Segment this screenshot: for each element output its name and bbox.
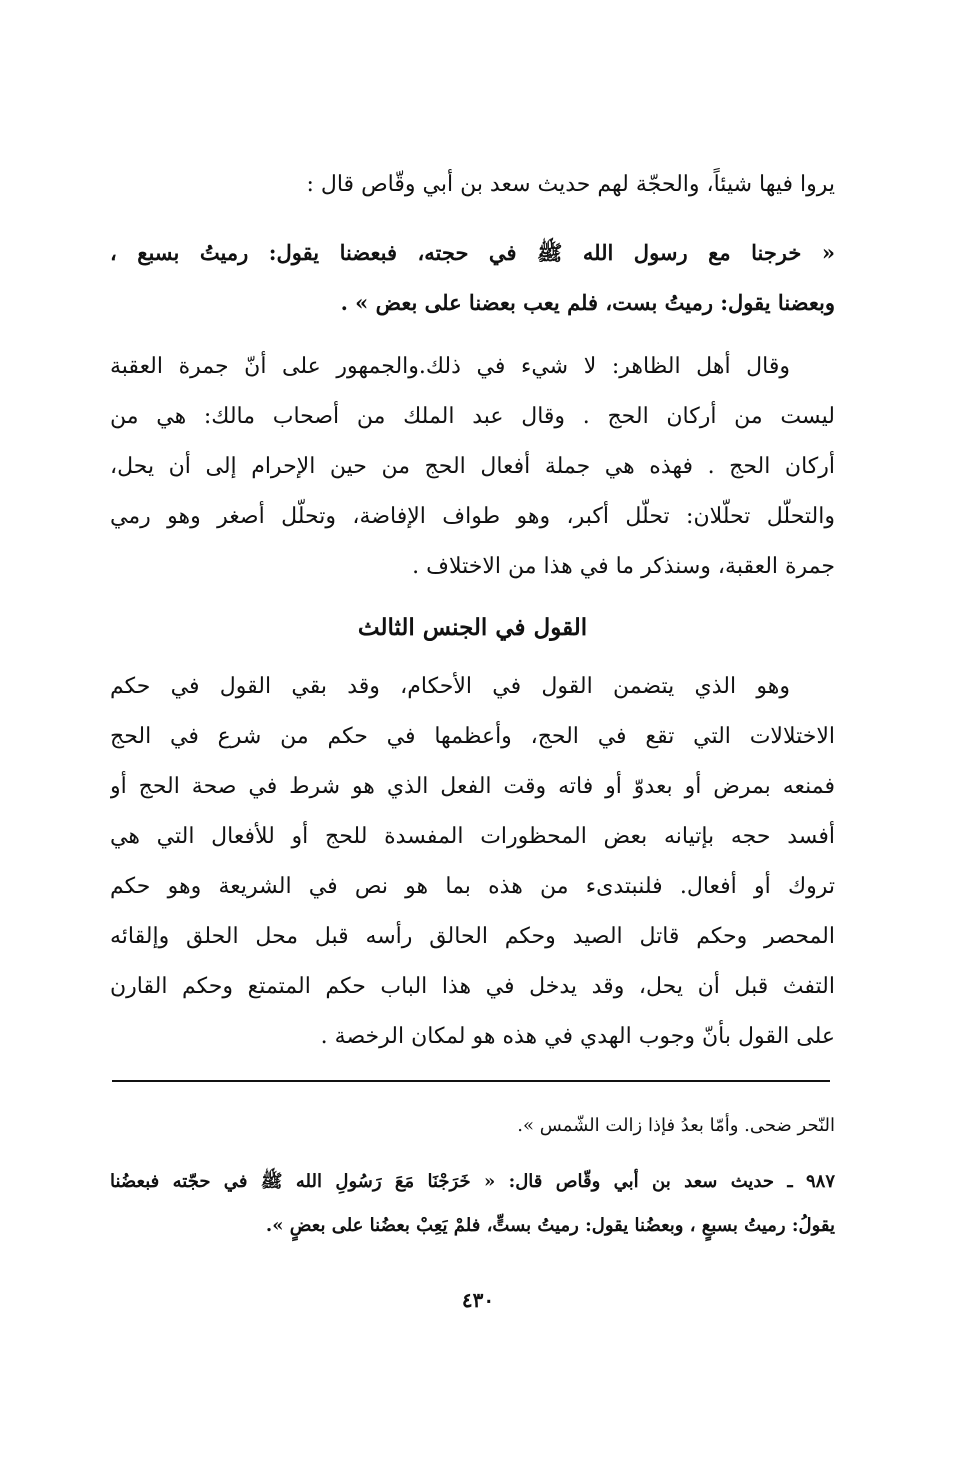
paragraph-line: وقال أهل الظاهر: لا شيء في ذلك.والجمهور على أنّ جمرة العقبة — [110, 354, 790, 379]
paragraph-line: أركان الحج . فهذه هي جملة أفعال الحج من حين الإحرام إلى أن يحل، — [110, 454, 835, 479]
page-number: ٤٣٠ — [461, 1288, 495, 1312]
spacer — [110, 328, 835, 342]
hadith-quote — [110, 228, 835, 328]
paragraph-line: الاختلالات التي تقع في الحج، وأعظمها في حكم من شرع في الحج — [110, 724, 835, 749]
quote-line: « خرجنا مع رسول الله ﷺ في حجته، فبعضنا يقول: رميتُ بسبع ، — [110, 240, 835, 265]
paragraph-line: جمرة العقبة، وسنذكر ما في هذا من الاختلاف . — [412, 554, 835, 579]
paragraph-2 — [110, 662, 835, 1062]
paragraph-line: تروك أو أفعال. فلنبتدىء من هذه بما هو نص في الشريعة وهو حكم — [110, 874, 835, 899]
paragraph-line: على القول بأنّ وجوب الهدي في هذه هو لمكان الرخصة . — [320, 1024, 835, 1049]
paragraph-1 — [110, 342, 835, 592]
paragraph-line: التفث قبل أن يحل، وقد يدخل في هذا الباب حكم المتمتع وحكم القارن — [110, 974, 835, 999]
intro-line: يروا فيها شيئاً، والحجّة لهم حديث سعد بن أبي وقّاص قال : — [306, 172, 835, 197]
footnote-987-line: ٩٨٧ ـ حديث سعد بن أبي وقّاص قال: « خَرَجْنَا مَعَ رَسُولِ الله ﷺ في حجّته فبعضُنا — [110, 1171, 835, 1192]
paragraph-line: أفسد حجه بإتيانه بعض المحظورات المفسدة للحج أو للأفعال التي هي — [110, 824, 835, 849]
footnote-continuation: النّحر ضحى. وأمّا بعدُ فإذا زالت الشّمس ». — [517, 1115, 835, 1136]
spacer — [110, 1148, 835, 1160]
footnote-987-line: يقولُ: رميتُ بسبعٍ ، وبعضُنا يقول: رميتُ بستٍّ، فلمْ يَعِبْ بعضُنا على بعضٍ ». — [265, 1215, 835, 1236]
paragraph-line: والتحلّل تحلّلان: تحلّل أكبر، وهو طواف الإفاضة، وتحلّل أصغر وهو رمي — [110, 504, 835, 529]
quote-line: وبعضنا يقول: رميتُ بست، فلم يعب بعضنا على بعض » . — [340, 290, 835, 315]
paragraph-line: ليست من أركان الحج . وقال عبد الملك من أصحاب مالك: هي من — [110, 404, 835, 429]
paragraph-line: فمنعه بمرض أو بعدوّ أو فاته وقت الفعل الذي هو شرط في صحة الحج أو — [110, 774, 835, 799]
spacer — [110, 210, 835, 228]
footnotes — [110, 1104, 835, 1248]
paragraph-line: وهو الذي يتضمن القول في الأحكام، وقد بقي القول في حكم — [110, 674, 790, 699]
main-text — [110, 160, 835, 1062]
section-heading: القول في الجنس الثالث — [357, 614, 588, 641]
footnote-separator — [112, 1080, 830, 1082]
paragraph-line: المحصر وحكم قاتل الصيد وحكم الحالق رأسه قبل محل الحلق وإلقائه — [110, 924, 835, 949]
